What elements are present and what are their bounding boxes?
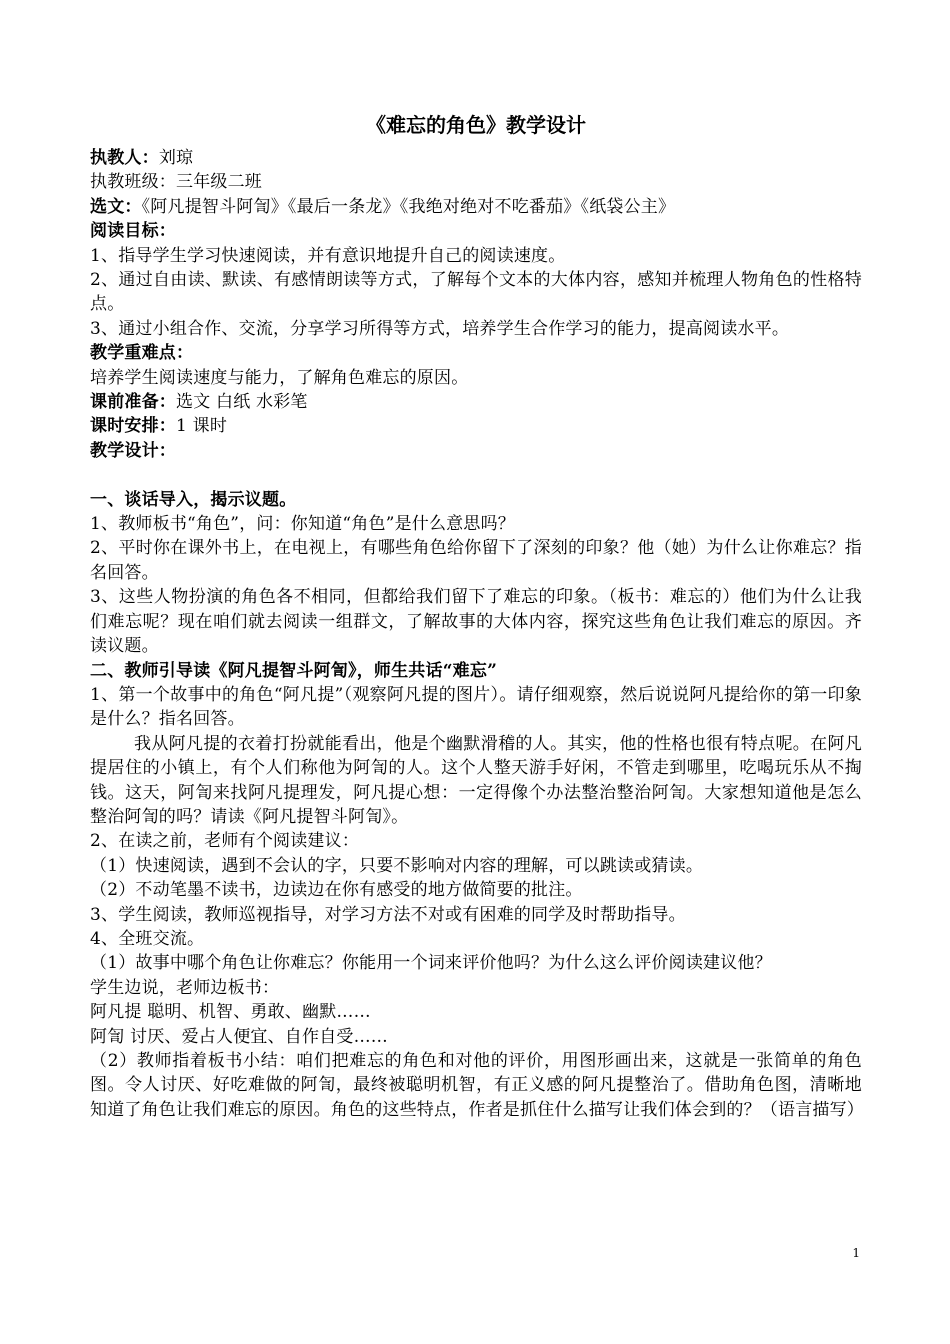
design-label: 教学设计： bbox=[90, 440, 176, 461]
blank-line bbox=[90, 463, 862, 487]
goal-item: 3、通过小组合作、交流，分享学习所得等方式，培养学生合作学习的能力，提高阅读水平。 bbox=[90, 318, 790, 339]
schedule-label: 课时安排： bbox=[90, 416, 176, 437]
teacher-line bbox=[90, 146, 862, 170]
section2-paragraph: 3、学生阅读，教师巡视指导，对学习方法不对或有困难的同学及时帮助指导。 bbox=[90, 904, 686, 925]
reading-tip: （1）快速阅读，遇到不会认的字，只要不影响对内容的理解，可以跳读或猜读。 bbox=[90, 855, 704, 876]
board-line: 阿凡提 聪明、机智、勇敢、幽默…… bbox=[90, 1002, 371, 1023]
section1-paragraph: 3、这些人物扮演的角色各不相同，但都给我们留下了难忘的印象。（板书：难忘的）他们为什么让我们难忘呢？现在咱们就去阅读一组群文，了解故事的大体内容，探究这些角色让我们难忘的原因。齐读议题。 bbox=[90, 587, 862, 657]
page-number: 1 bbox=[852, 1246, 860, 1260]
section1-heading: 一、谈话导入，揭示议题。 bbox=[90, 489, 297, 510]
reading-tip: （2）不动笔墨不读书，边读边在你有感受的地方做简要的批注。 bbox=[90, 880, 583, 901]
section2-paragraph: （2）教师指着板书小结：咱们把难忘的角色和对他的评价，用图形画出来，这就是一张简单的角色图。令人讨厌、好吃难做的阿訇，最终被聪明机智，有正义感的阿凡提整治了。借助角色图，清晰地知道了角色让我们难忘的原因。角色的这些特点，作者是抓住什么描写让我们体会到的？（语言描写） bbox=[90, 1051, 864, 1120]
texts-label: 选文： bbox=[90, 196, 142, 217]
schedule-value: 1 课时 bbox=[176, 416, 228, 437]
section2-heading: 二、教师引导读《阿凡提智斗阿訇》，师生共话“难忘” bbox=[90, 660, 498, 681]
schedule-line bbox=[90, 414, 862, 438]
teacher-value: 刘琼 bbox=[158, 148, 194, 168]
teacher-label: 执教人： bbox=[90, 148, 159, 168]
texts-line bbox=[90, 195, 862, 219]
goal-item: 1、指导学生学习快速阅读，并有意识地提升自己的阅读速度。 bbox=[90, 245, 566, 266]
board-line: 阿訇 讨厌、爱占人便宜、自作自受…… bbox=[90, 1026, 389, 1047]
prep-label: 课前准备： bbox=[90, 392, 176, 413]
goal-item: 2、通过自由读、默读、有感情朗读等方式，了解每个文本的大体内容，感知并梳理人物角色的性格特点。 bbox=[90, 270, 862, 315]
key-points-label: 教学重难点： bbox=[90, 343, 194, 364]
section2-story-intro: 我从阿凡提的衣着打扮就能看出，他是个幽默滑稽的人。其实，他的性格也很有特点呢。在阿凡提居住的小镇上，有个人们称他为阿訇的人。这个人整天游手好闲，不管走到哪里，吃喝玩乐从不掏钱。这天，阿訇来找阿凡提理发，阿凡提心想：一定得像个办法整治整治阿訇。大家想知道他是怎么整治阿訇的吗？请读《阿凡提智斗阿訇》。 bbox=[90, 733, 862, 827]
section2-paragraph: （1）故事中哪个角色让你难忘？你能用一个词来评价他吗？为什么这么评价阅读建议他？ bbox=[90, 953, 772, 974]
section1-paragraph: 1、教师板书“角色”，问：你知道“角色”是什么意思吗？ bbox=[90, 514, 515, 535]
class-line: 执教班级：三年级二班 bbox=[90, 172, 262, 193]
key-points-text: 培养学生阅读速度与能力，了解角色难忘的原因。 bbox=[90, 367, 469, 388]
section1-paragraph: 2、平时你在课外书上，在电视上，有哪些角色给你留下了深刻的印象？他（她）为什么让你难忘？指名回答。 bbox=[90, 538, 862, 583]
section2-paragraph: 2、在读之前，老师有个阅读建议： bbox=[90, 831, 360, 852]
texts-value: 《阿凡提智斗阿訇》《最后一条龙》《我绝对绝对不吃番茄》《纸袋公主》 bbox=[141, 196, 676, 217]
document-title: 《难忘的角色》教学设计 bbox=[366, 113, 586, 137]
section2-paragraph: 学生边说，老师边板书： bbox=[90, 977, 280, 998]
prep-line bbox=[90, 390, 862, 414]
section2-paragraph: 1、第一个故事中的角色“阿凡提”（观察阿凡提的图片）。请仔细观察，然后说说阿凡提给你的第一印象是什么？指名回答。 bbox=[90, 684, 862, 730]
document-page bbox=[90, 108, 862, 1122]
goals-label: 阅读目标： bbox=[90, 221, 176, 242]
prep-value: 选文 白纸 水彩笔 bbox=[176, 392, 308, 413]
section2-paragraph: 4、全班交流。 bbox=[90, 928, 205, 949]
